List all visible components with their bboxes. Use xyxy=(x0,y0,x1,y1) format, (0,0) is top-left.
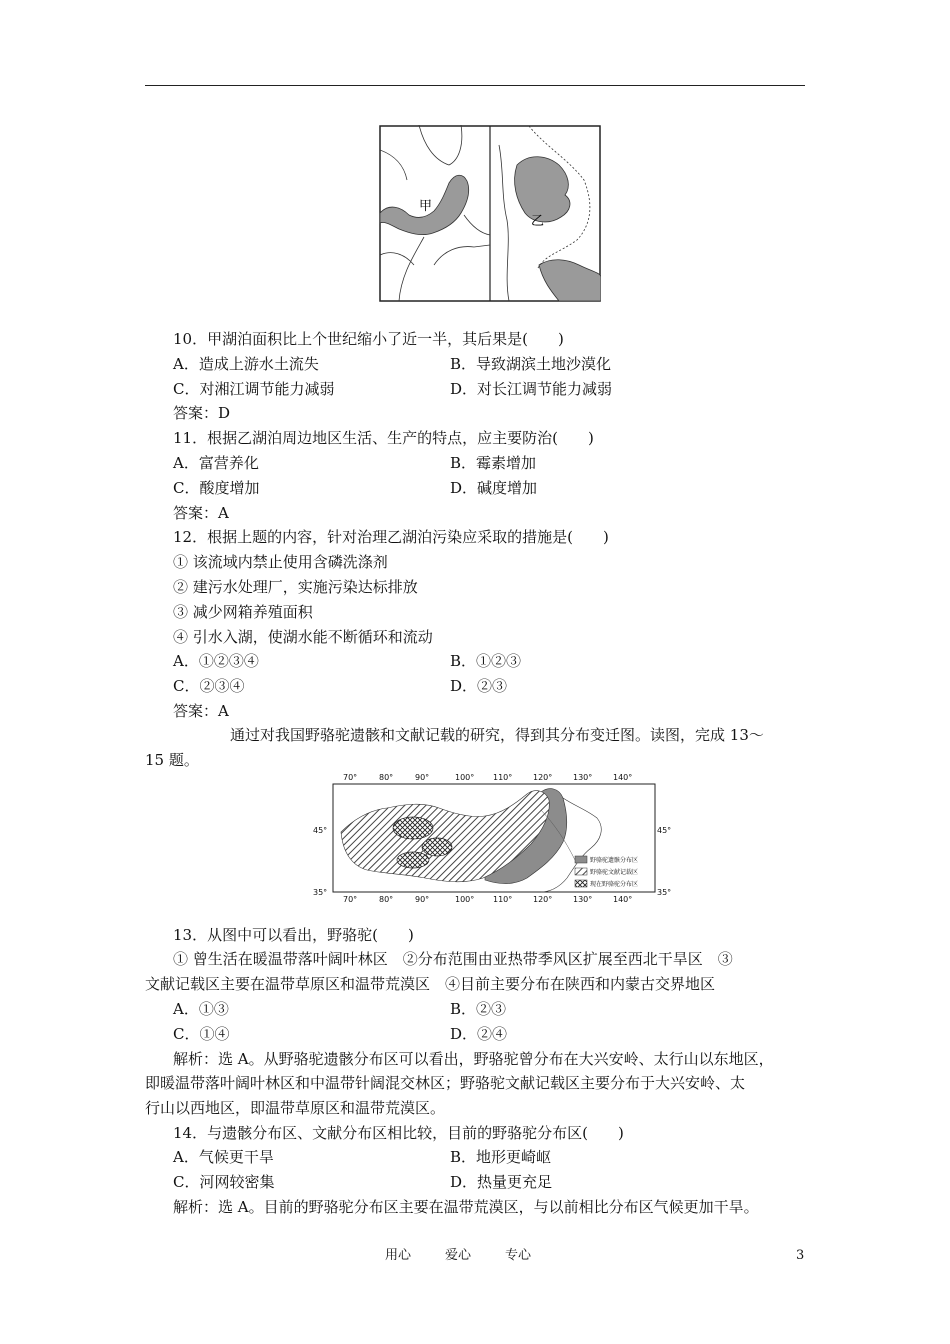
q13-stem: 13．从图中可以看出，野骆驼( ) xyxy=(173,926,414,944)
lon-label-bottom-130: 130° xyxy=(573,895,593,904)
lake-yi-label: 乙 xyxy=(531,214,545,229)
q10-option-a: A．造成上游水土流失 xyxy=(173,355,319,373)
lon-label-top-130: 130° xyxy=(573,773,593,782)
q11-option-a: A．富营养化 xyxy=(173,454,259,472)
lon-label-bottom-140: 140° xyxy=(613,895,633,904)
q12-option-d: D．②③ xyxy=(450,677,508,695)
q11-answer: 答案：A xyxy=(173,504,229,522)
lon-label-bottom-80: 80° xyxy=(379,895,394,904)
legend-documented: 野骆驼文献记载区 xyxy=(590,869,639,876)
q12-stem: 12．根据上题的内容，针对治理乙湖泊污染应采取的措施是( ) xyxy=(173,528,609,546)
lon-label-bottom-70: 70° xyxy=(343,895,358,904)
legend-remains: 野骆驼遗骸分布区 xyxy=(590,857,639,864)
q13-option-b: B．②③ xyxy=(450,1000,507,1018)
q14-option-a: A．气候更干旱 xyxy=(173,1148,274,1166)
q11-option-b: B．霉素增加 xyxy=(450,454,537,472)
q10-option-d: D．对长江调节能力减弱 xyxy=(450,380,613,398)
q11-option-d: D．碱度增加 xyxy=(450,479,538,497)
current-region-2 xyxy=(422,838,452,856)
current-region-1 xyxy=(393,817,433,839)
q13-option-a: A．①③ xyxy=(173,1000,229,1018)
lon-label-top-140: 140° xyxy=(613,773,633,782)
q10-stem: 10．甲湖泊面积比上个世纪缩小了近一半，其后果是( ) xyxy=(173,330,564,348)
legend-current: 现在野骆驼分布区 xyxy=(590,881,639,888)
lon-label-top-80: 80° xyxy=(379,773,394,782)
q10-option-b: B．导致湖滨土地沙漠化 xyxy=(450,355,612,373)
current-region-3 xyxy=(397,852,429,868)
q12-option-b: B．①②③ xyxy=(450,652,522,670)
lon-label-top-100: 100° xyxy=(455,773,475,782)
lakes-map-figure xyxy=(379,125,601,302)
q13-option-c: C．①④ xyxy=(173,1025,230,1043)
q12-item-3: ③ 减少网箱养殖面积 xyxy=(173,603,313,621)
q14-option-b: B．地形更崎岖 xyxy=(450,1148,552,1166)
header-rule xyxy=(145,85,805,86)
lon-label-bottom-90: 90° xyxy=(415,895,430,904)
page-number: 3 xyxy=(796,1248,805,1263)
q11-stem: 11．根据乙湖泊周边地区生活、生产的特点，应主要防治( ) xyxy=(173,429,594,447)
lon-label-bottom-110: 110° xyxy=(493,895,513,904)
q10-answer: 答案：D xyxy=(173,404,231,422)
q14-option-c: C．河网较密集 xyxy=(173,1173,275,1191)
q12-item-4: ④ 引水入湖，使湖水能不断循环和流动 xyxy=(173,628,433,646)
intro-line-1: 通过对我国野骆驼遗骸和文献记载的研究，得到其分布变迁图。读图，完成 13～ xyxy=(230,726,764,744)
lat-label-right-35: 35° xyxy=(657,888,672,897)
footer-motto-1: 用心 xyxy=(385,1248,412,1263)
q13-statements-line-1: ① 曾生活在暖温带落叶阔叶林区 ②分布范围由亚热带季风区扩展至西北干旱区 ③ xyxy=(173,950,733,968)
q13-statements-line-2: 文献记载区主要在温带草原区和温带荒漠区 ④目前主要分布在陕西和内蒙古交界地区 xyxy=(145,975,716,993)
lon-label-top-120: 120° xyxy=(533,773,553,782)
q14-analysis: 解析：选 A。目前的野骆驼分布区主要在温带荒漠区，与以前相比分布区气候更加干旱。 xyxy=(173,1198,759,1216)
lake-jia-label: 甲 xyxy=(419,199,433,214)
lat-label-left-45: 45° xyxy=(313,826,328,835)
footer-motto-2: 爱心 xyxy=(445,1248,472,1263)
q14-option-d: D．热量更充足 xyxy=(450,1173,553,1191)
footer-motto-3: 专心 xyxy=(505,1248,532,1263)
q12-option-c: C．②③④ xyxy=(173,677,245,695)
q12-item-2: ② 建污水处理厂，实施污染达标排放 xyxy=(173,578,418,596)
q14-stem: 14．与遗骸分布区、文献分布区相比较，目前的野骆驼分布区( ) xyxy=(173,1124,624,1142)
lat-label-left-35: 35° xyxy=(313,888,328,897)
q13-analysis-line-1: 解析：选 A。从野骆驼遗骸分布区可以看出，野骆驼曾分布在大兴安岭、太行山以东地区， xyxy=(173,1050,774,1068)
q12-item-1: ① 该流域内禁止使用含磷洗涤剂 xyxy=(173,553,388,571)
q13-analysis-line-2: 即暖温带落叶阔叶林区和中温带针阔混交林区；野骆驼文献记载区主要分布于大兴安岭、太 xyxy=(145,1074,746,1092)
lon-label-bottom-100: 100° xyxy=(455,895,475,904)
q13-analysis-line-3: 行山以西地区，即温带草原区和温带荒漠区。 xyxy=(145,1099,446,1117)
intro-line-2: 15 题。 xyxy=(145,751,199,769)
q11-option-c: C．酸度增加 xyxy=(173,479,260,497)
lat-label-right-45: 45° xyxy=(657,826,672,835)
camel-distribution-map xyxy=(305,770,680,904)
lon-label-top-90: 90° xyxy=(415,773,430,782)
q13-option-d: D．②④ xyxy=(450,1025,508,1043)
lon-label-top-70: 70° xyxy=(343,773,358,782)
q10-option-c: C．对湘江调节能力减弱 xyxy=(173,380,335,398)
q12-option-a: A．①②③④ xyxy=(173,652,259,670)
lon-label-top-110: 110° xyxy=(493,773,513,782)
q12-answer: 答案：A xyxy=(173,702,229,720)
lon-label-bottom-120: 120° xyxy=(533,895,553,904)
